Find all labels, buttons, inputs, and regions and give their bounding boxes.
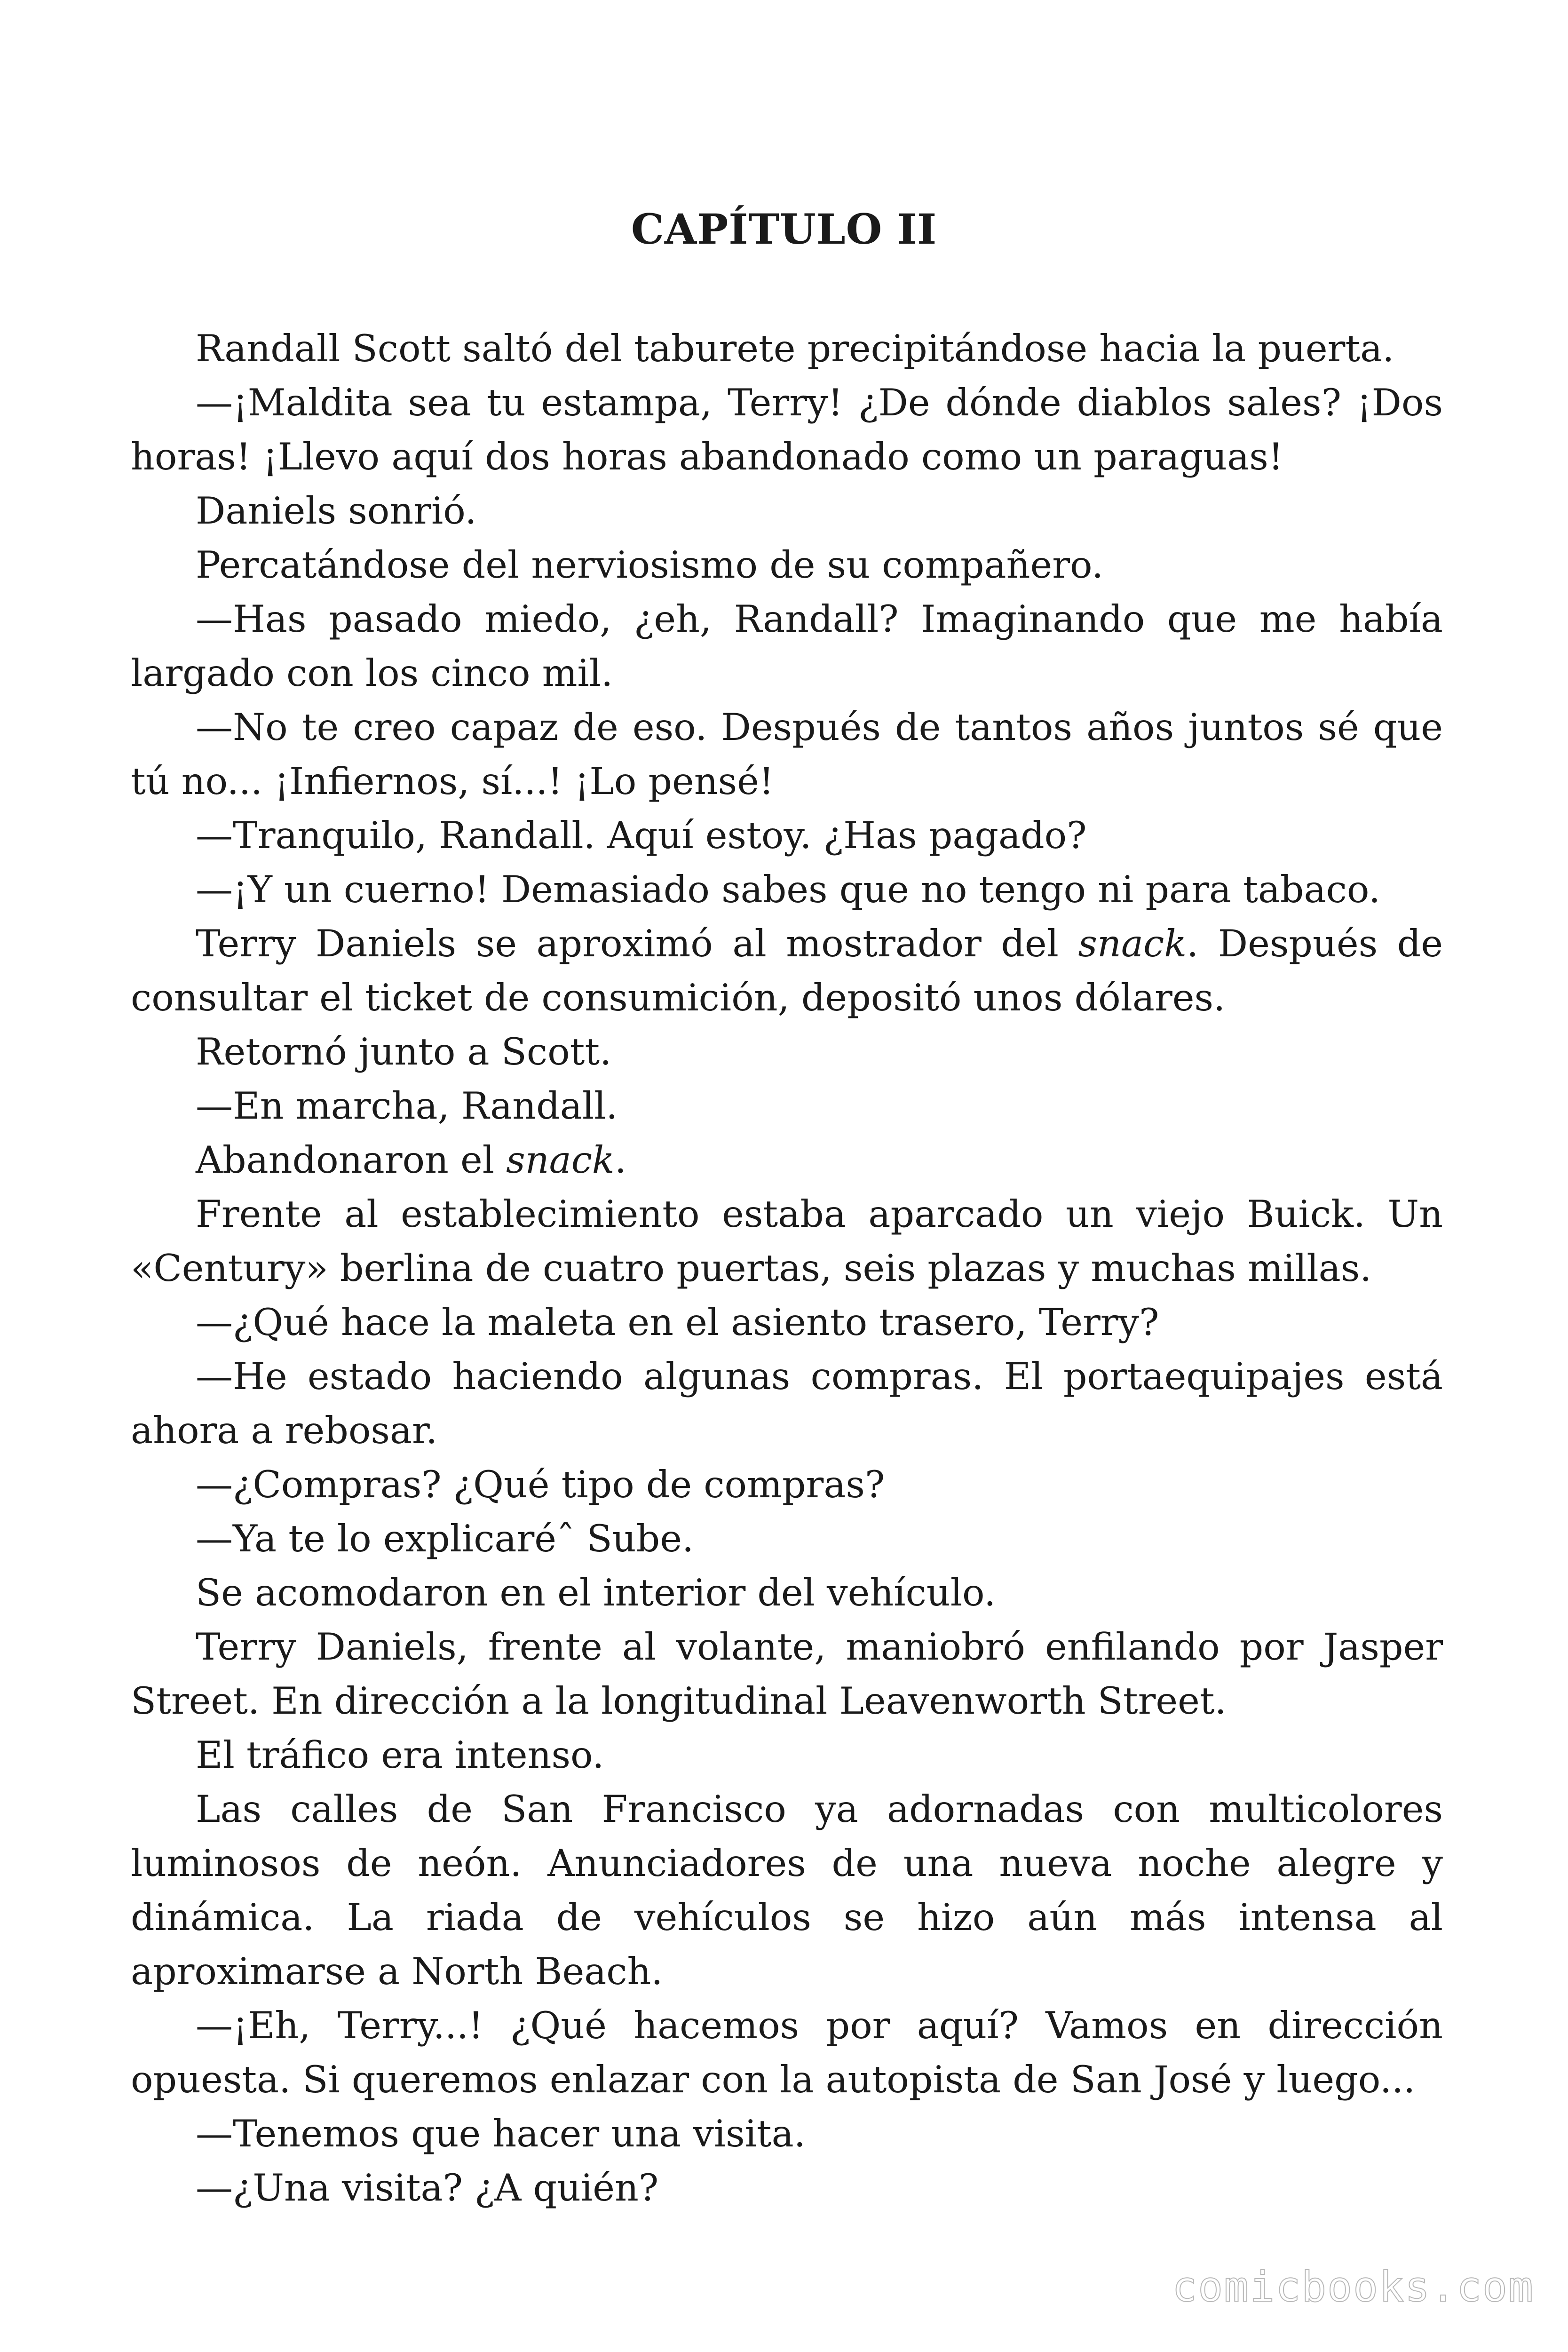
paragraph: Las calles de San Francisco ya adornadas con multicolores luminosos de neón. Anunciadores de una nueva noche alegre y dinámica. La riada de vehículos se hizo aún más intensa al aproximarse a North Beach.: [131, 1788, 1443, 1993]
paragraph-text: Terry Daniels se aproximó al mostrador del: [196, 922, 1078, 965]
paragraph: —¿Compras? ¿Qué tipo de compras?: [196, 1463, 885, 1506]
paragraph-text: . Después de consultar el ticket de consumición, depositó unos dólares.: [131, 922, 1443, 1019]
chapter-body: [131, 322, 1443, 2215]
paragraph: —En marcha, Randall.: [196, 1084, 618, 1128]
paragraph: —Has pasado miedo, ¿eh, Randall? Imaginando que me había largado con los cinco mil.: [131, 597, 1443, 695]
paragraph-text: .: [614, 1138, 626, 1182]
paragraph: Randall Scott saltó del taburete precipitándose hacia la puerta.: [196, 327, 1394, 370]
paragraph: Percatándose del nerviosismo de su compañero.: [196, 543, 1104, 587]
paragraph: —No te creo capaz de eso. Después de tantos años juntos sé que tú no... ¡Infiernos, sí...! ¡Lo pensé!: [131, 706, 1443, 803]
paragraph: —¡Y un cuerno! Demasiado sabes que no tengo ni para tabaco.: [196, 868, 1381, 911]
paragraph: —He estado haciendo algunas compras. El portaequipajes está ahora a rebosar.: [131, 1355, 1443, 1452]
paragraph: —¡Maldita sea tu estampa, Terry! ¿De dónde diablos sales? ¡Dos horas! ¡Llevo aquí dos horas abandonado como un paraguas!: [131, 381, 1443, 478]
paragraph: —Ya te lo explicaréˆ Sube.: [196, 1517, 694, 1560]
paragraph-text: Abandonaron el: [196, 1138, 507, 1182]
paragraph: [131, 1133, 1443, 1187]
emphasized-word: snack: [506, 1138, 615, 1182]
paragraph: —¡Eh, Terry...! ¿Qué hacemos por aquí? Vamos en dirección opuesta. Si queremos enlazar con la autopista de San José y luego...: [131, 2004, 1443, 2101]
paragraph: Se acomodaron en el interior del vehículo.: [196, 1571, 996, 1614]
chapter-title: CAPÍTULO II: [631, 204, 937, 254]
paragraph: El tráfico era intenso.: [196, 1733, 604, 1777]
paragraph: [131, 917, 1443, 1025]
paragraph: Terry Daniels, frente al volante, maniobró enfilando por Jasper Street. En dirección a la longitudinal Leavenworth Street.: [131, 1625, 1443, 1723]
paragraph: Retornó junto a Scott.: [196, 1030, 612, 1073]
paragraph: Daniels sonrió.: [196, 489, 477, 532]
paragraph: Frente al establecimiento estaba aparcado un viejo Buick. Un «Century» berlina de cuatro puertas, seis plazas y muchas millas.: [131, 1192, 1443, 1290]
watermark: comicbooks.com: [1172, 2263, 1534, 2311]
paragraph: —¿Qué hace la maleta en el asiento trasero, Terry?: [196, 1301, 1159, 1344]
paragraph: —Tenemos que hacer una visita.: [196, 2112, 806, 2155]
emphasized-word: snack: [1078, 922, 1187, 965]
paragraph: —Tranquilo, Randall. Aquí estoy. ¿Has pagado?: [196, 814, 1087, 857]
paragraph: —¿Una visita? ¿A quién?: [196, 2166, 659, 2209]
